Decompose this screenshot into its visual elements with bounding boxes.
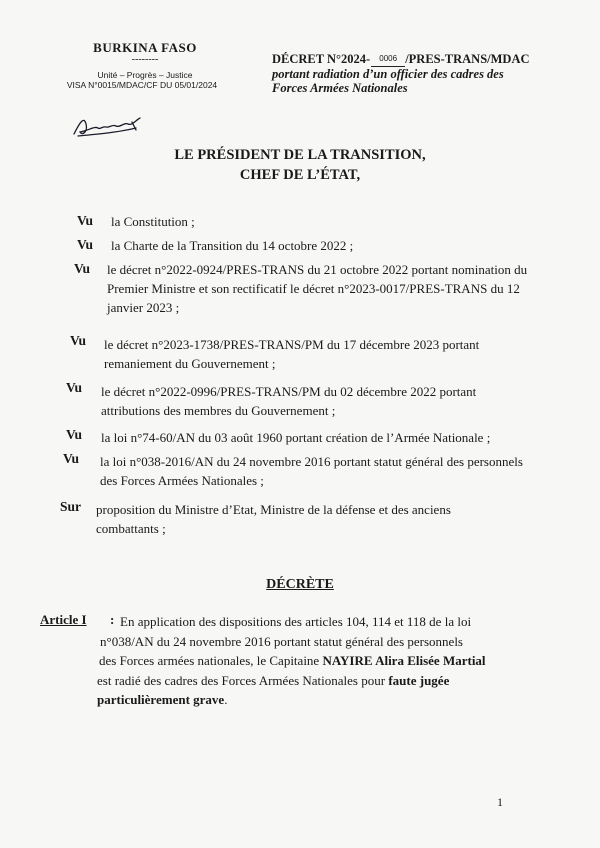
consideration-line: Premier Ministre et son rectificatif le décret n°2023-0017/PRES-TRANS du 12	[107, 281, 520, 296]
consideration-line: remaniement du Gouvernement ;	[104, 356, 276, 371]
president-title-line2: CHEF DE L’ÉTAT,	[239, 167, 361, 183]
consideration-line: la loi n°038-2016/AN du 24 novembre 2016 portant statut général des personnels	[100, 454, 523, 469]
separator-dashes: --------	[131, 54, 159, 65]
reason-bold: faute jugée	[388, 672, 450, 688]
decrete-title: DÉCRÈTE	[266, 577, 334, 592]
decree-number-line	[272, 52, 572, 67]
consideration-text	[107, 260, 555, 317]
officer-name: NAYIRE Alira Elisée Martial	[322, 653, 486, 668]
article-colon: :	[110, 612, 115, 627]
consideration-label: Vu	[66, 380, 83, 395]
consideration-line: combattants ;	[96, 521, 166, 536]
decree-number: 0006	[371, 52, 405, 67]
article-text-span: .	[224, 692, 228, 707]
consideration-line: la Charte de la Transition du 14 octobre 2022 ;	[111, 238, 354, 253]
consideration-line: le décret n°2023-1738/PRES-TRANS/PM du 17 décembre 2023 portant	[104, 337, 480, 352]
article-text	[97, 612, 560, 710]
consideration-line: la Constitution ;	[111, 214, 195, 229]
consideration-label: Vu	[77, 213, 94, 228]
article-text-span: des Forces armées nationales, le Capitaine	[99, 653, 323, 668]
consideration-text	[101, 428, 551, 447]
president-title	[0, 145, 600, 185]
consideration-label: Vu	[74, 261, 91, 276]
consideration-text	[101, 382, 541, 420]
article-line: n°038/AN du 24 novembre 2016 portant statut général des personnels	[100, 633, 463, 649]
consideration-line: le décret n°2022-0996/PRES-TRANS/PM du 02 décembre 2022 portant	[101, 384, 477, 399]
consideration-label: Vu	[70, 333, 87, 348]
article-text-span: est radié des cadres des Forces Armées Nationales pour	[97, 672, 389, 688]
consideration-line: la loi n°74-60/AN du 03 août 1960 portant création de l’Armée Nationale ;	[101, 430, 491, 445]
reason-bold: particulièrement grave	[97, 692, 225, 707]
consideration-text	[96, 500, 544, 538]
visa-reference: VISA N°0015/MDAC/CF DU 05/01/2024	[66, 80, 218, 90]
consideration-label: Vu	[66, 427, 83, 442]
article-line	[97, 671, 560, 691]
header-left	[60, 40, 230, 90]
consideration-text	[111, 236, 543, 255]
decree-prefix: DÉCRET N°2024-	[272, 52, 371, 66]
consideration-line: attributions des membres du Gouvernement ;	[101, 403, 336, 418]
consideration-text	[104, 335, 544, 373]
article-label: Article I	[40, 612, 87, 627]
decrete-heading	[0, 577, 600, 593]
consideration-line: janvier 2023 ;	[107, 300, 180, 315]
consideration-label: Sur	[60, 499, 82, 514]
article-line	[97, 690, 560, 710]
page-number: 1	[497, 795, 503, 809]
consideration-label: Vu	[77, 237, 94, 252]
consideration-text	[100, 452, 554, 490]
consideration-line: des Forces Armées Nationales ;	[100, 473, 264, 488]
decree-header	[272, 52, 572, 95]
president-title-line1: LE PRÉSIDENT DE LA TRANSITION,	[174, 147, 426, 163]
decree-subject-line2: Forces Armées Nationales	[272, 81, 408, 95]
consideration-label: Vu	[63, 451, 80, 466]
consideration-text	[111, 212, 543, 231]
decree-suffix: /PRES-TRANS/MDAC	[405, 52, 530, 66]
consideration-line: le décret n°2022-0924/PRES-TRANS du 21 octobre 2022 portant nomination du	[107, 262, 528, 277]
country-name: BURKINA FASO	[93, 40, 197, 55]
article-line	[99, 651, 560, 671]
consideration-line: proposition du Ministre d’Etat, Ministre de la défense et des anciens	[96, 502, 451, 517]
national-motto: Unité – Progrès – Justice	[97, 70, 193, 80]
signature	[70, 112, 150, 142]
decree-subject-line1: portant radiation d’un officier des cadres des	[272, 67, 504, 81]
article-line: En application des dispositions des articles 104, 114 et 118 de la loi	[120, 614, 472, 629]
